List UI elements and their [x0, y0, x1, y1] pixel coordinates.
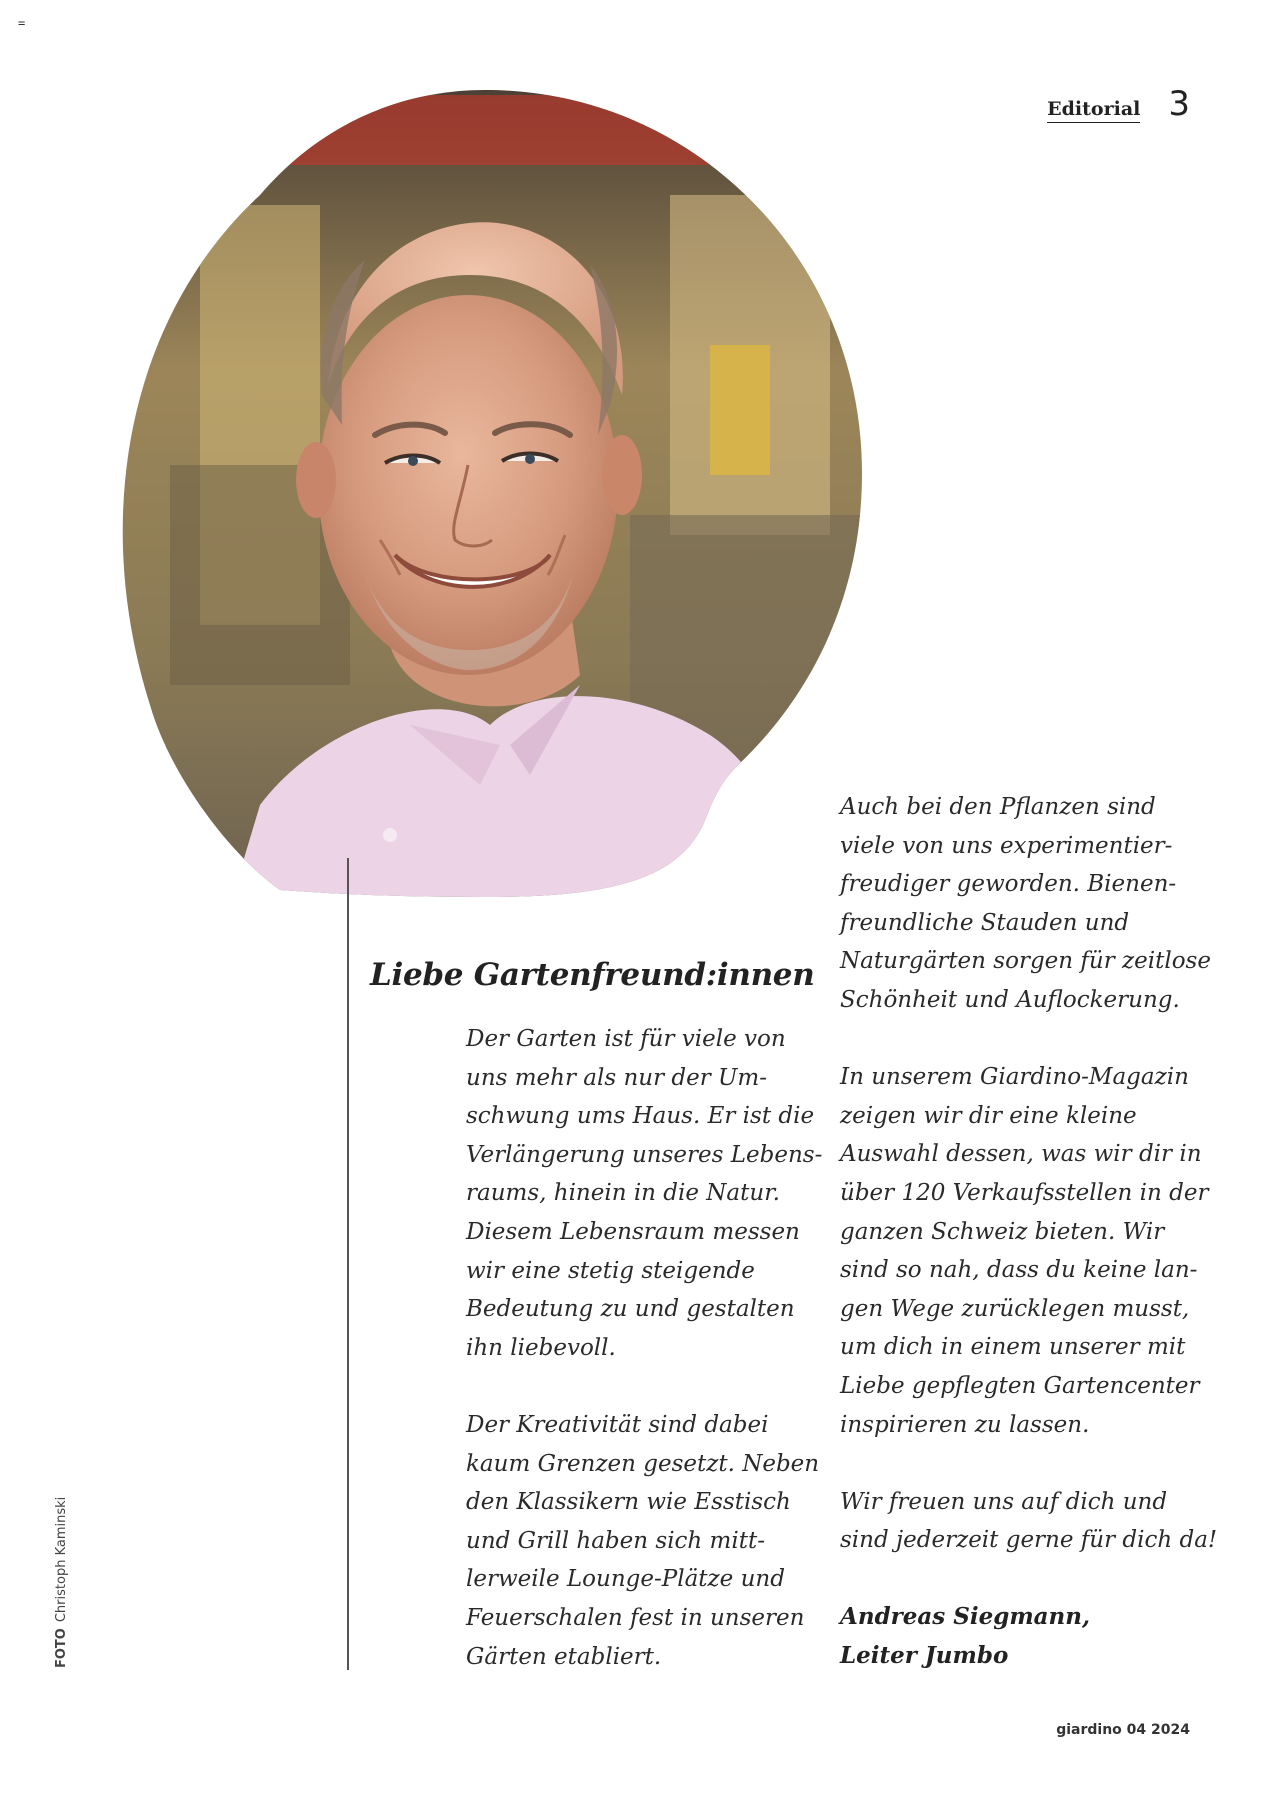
text-line: sind jederzeit gerne für dich da! [840, 1527, 1218, 1554]
text-line: Liebe gepflegten Gartencenter [840, 1372, 1200, 1399]
vertical-rule [347, 858, 349, 1670]
text-line: Gärten etabliert. [466, 1643, 662, 1670]
paragraph [466, 1020, 822, 1367]
portrait-photo [110, 85, 870, 905]
signature-name: Andreas Siegmann, [840, 1603, 1091, 1631]
text-line: Der Garten ist für viele von [466, 1026, 786, 1052]
text-line: über 120 Verkaufsstellen in der [840, 1179, 1209, 1206]
paragraph [840, 1483, 1217, 1560]
text-line: Diesem Lebensraum messen [466, 1218, 800, 1245]
text-column-left [466, 1020, 822, 1676]
text-line: sind so nah, dass du keine lan- [840, 1257, 1198, 1284]
text-line: freundliche Stauden und [840, 909, 1130, 936]
text-line: Auch bei den Pflanzen sind [840, 794, 1156, 820]
text-line: zeigen wir dir eine kleine [840, 1102, 1137, 1129]
text-line: und Grill haben sich mitt- [466, 1527, 765, 1554]
paragraph [466, 1406, 822, 1676]
signature [840, 1598, 1217, 1675]
text-line: raums, hinein in die Natur. [466, 1180, 780, 1207]
text-line: Der Kreativität sind dabei [466, 1411, 769, 1438]
text-line: Feuerschalen fest in unseren [466, 1604, 805, 1631]
text-line: gen Wege zurücklegen musst, [840, 1295, 1190, 1322]
text-line: Wir freuen uns auf dich und [840, 1488, 1168, 1515]
text-line: uns mehr als nur der Um- [466, 1064, 767, 1091]
page-number: 3 [1168, 84, 1190, 124]
text-line: Schönheit und Auflockerung. [840, 986, 1180, 1013]
text-line: inspirieren zu lassen. [840, 1411, 1090, 1438]
text-line: kaum Grenzen gesetzt. Neben [466, 1450, 820, 1477]
signature-role: Leiter Jumbo [840, 1642, 1009, 1670]
text-line: wir eine stetig steigende [466, 1257, 755, 1284]
text-line: freudiger geworden. Bienen- [840, 871, 1177, 898]
text-line: Verlängerung unseres Lebens- [466, 1141, 823, 1168]
paragraph [840, 788, 1217, 1020]
text-line: viele von uns experimentier- [840, 832, 1173, 859]
photo-credit-label: FOTO [54, 1628, 69, 1668]
page-header [1047, 84, 1190, 124]
menu-icon[interactable]: = [18, 16, 26, 30]
text-line: Auswahl dessen, was wir dir in [840, 1141, 1202, 1168]
text-line: Bedeutung zu und gestalten [466, 1296, 795, 1323]
text-line: schwung ums Haus. Er ist die [466, 1103, 815, 1130]
section-label: Editorial [1047, 98, 1140, 123]
text-line: In unserem Giardino-Magazin [840, 1064, 1189, 1091]
headline: Liebe Gartenfreund:innen [370, 956, 815, 993]
photo-credit-name: Christoph Kaminski [54, 1496, 69, 1623]
photo-credit [54, 1497, 69, 1668]
text-line: Naturgärten sorgen für zeitlose [840, 948, 1211, 975]
footer-issue: giardino 04 2024 [1056, 1722, 1190, 1738]
text-line: um dich in einem unserer mit [840, 1334, 1186, 1361]
text-line: den Klassikern wie Esstisch [466, 1489, 791, 1516]
text-line: lerweile Lounge-Plätze und [466, 1566, 785, 1593]
text-line: ihn liebevoll. [466, 1334, 616, 1361]
paragraph [840, 1058, 1217, 1444]
text-line: ganzen Schweiz bieten. Wir [840, 1218, 1165, 1245]
text-column-right [840, 788, 1217, 1676]
